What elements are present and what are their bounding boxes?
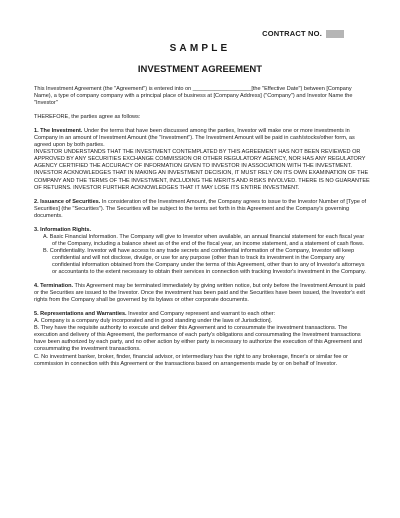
section-5-heading: 5. Representations and Warranties.	[34, 311, 127, 318]
section-4	[34, 283, 370, 304]
section-3-heading: 3. Information Rights.	[34, 226, 92, 233]
section-1	[34, 128, 370, 149]
contract-number	[262, 29, 344, 38]
section-5	[34, 311, 370, 318]
contract-number-field[interactable]	[326, 30, 344, 38]
section-1-caps-1: INVESTOR UNDERSTANDS THAT THE INVESTMENT CONTEMPLATED BY THIS AGREEMENT HAS NOT BEEN REVIEWED OR APPROVED BY ANY SECURITIES EXCHANGE COMMISSION OR OTHER REGULATORY AGENCY, NOR HAS ANY REGULATORY AGENCY CERTIFIED THE ACCURACY OF INFORMATION GIVEN TO INVESTOR IN ASSOCIATION WITH THE INVESTMENT.	[34, 149, 366, 170]
agreement-body	[34, 86, 370, 368]
section-1-caps-2: INVESTOR ACKNOWLEDGES THAT IN MAKING AN INVESTMENT DECISION, IT MUST RELY ON ITS OWN EXAMINATION OF THE COMPANY AND THE TERMS OF THE INVESTMENT, INCLUDING THE MERITS AND RISKS INVOLVED. THERE IS NO GUARANTEE OF RETURNS. INVESTOR FURTHER ACKNOWLEDGES THAT IT MAY LOSE ITS ENTIRE INVESTMENT.	[34, 170, 370, 191]
section-1-heading: 1. The Investment.	[34, 128, 83, 135]
section-5-b: B. They have the requisite authority to execute and deliver this Agreement and to consummate the investment transactions. The execution and delivery of this Agreement, the performance of each party's obligations and consummating the Investment transactions have been authorized by each party, and no other action by either party is necessary to authorize the execution of this Agreement and consummating the investment transactions.	[34, 325, 362, 353]
section-2-text: In consideration of the Investment Amount, the Company agrees to issue to the Investor Number of [Type of Securities] (the "Securities"). The Securities will be subject to the terms set forth in this Agreement and the Company's governing documents.	[34, 198, 367, 219]
contract-number-label: CONTRACT NO.	[262, 29, 322, 38]
sample-heading: SAMPLE	[169, 43, 231, 54]
intro-paragraph: This Investment Agreement (the "Agreement") is entered into on ___________________[the "Effective Date") between [Company Name), a type of company company with a principal place of business at [Company Address] ("Company") and Investor Name the "Investor"	[34, 86, 353, 107]
section-2-heading: 2. Issuance of Securities.	[34, 198, 101, 205]
document-title: INVESTMENT AGREEMENT	[137, 64, 263, 75]
section-1-text: Under the terms that have been discussed among the parties, Investor will make one or more investments in Company in an amount of Investment Amount (the "Investment"). The Investment Amount will be paid in cash/stocks/other form, as agreed upon by both parties.	[34, 128, 355, 149]
therefore-paragraph: THEREFORE, the parties agree as follows:	[34, 114, 141, 121]
section-5-a: A. Company is a company duly incorporated and in good standing under the laws of Jurisdiction].	[34, 318, 273, 325]
section-5-text: Investor and Company represent and warrant to each other:	[126, 311, 276, 318]
section-4-text: This Agreement may be terminated immediately by giving written notice, but only before the Investment Amount is paid or the Securities are issued to the Investor. Once the investment has been paid and the Securities have been issued, the Investor's exit rights from the Company shall be governed by its bylaws or other corporate documents.	[34, 283, 366, 304]
section-2	[34, 199, 370, 220]
section-4-heading: 4. Termination.	[34, 283, 74, 290]
section-3-b: B. Confidentiality. Investor will have access to any trade secrets and confidential information of the Company, Investor will keep confidential and will not disclose, divulge, or use for any purpose (other than to track its investment in the Company any confidential information obtained from the Company under the terms of this Agreement, other than to any of Investor's attorneys or accountants to the extent necessary to obtain their services in connection with tracking Investor's investment in the Company.	[43, 247, 366, 276]
section-3-a: A. Basic Financial Information. The Company will give to Investor when available, an annual financial statement for each fiscal year of the Company, including a balance sheet as of the end of the fiscal year, an income statement, and a statement of cash flows.	[43, 233, 365, 247]
section-5-c: C. No investment banker, broker, finder, financial advisor, or intermediary has the right to any brokerage, fincer's or similar fee or commission in connection with this Agreement or the transactions based on arrangements made by or on behalf of Investor.	[34, 353, 348, 367]
